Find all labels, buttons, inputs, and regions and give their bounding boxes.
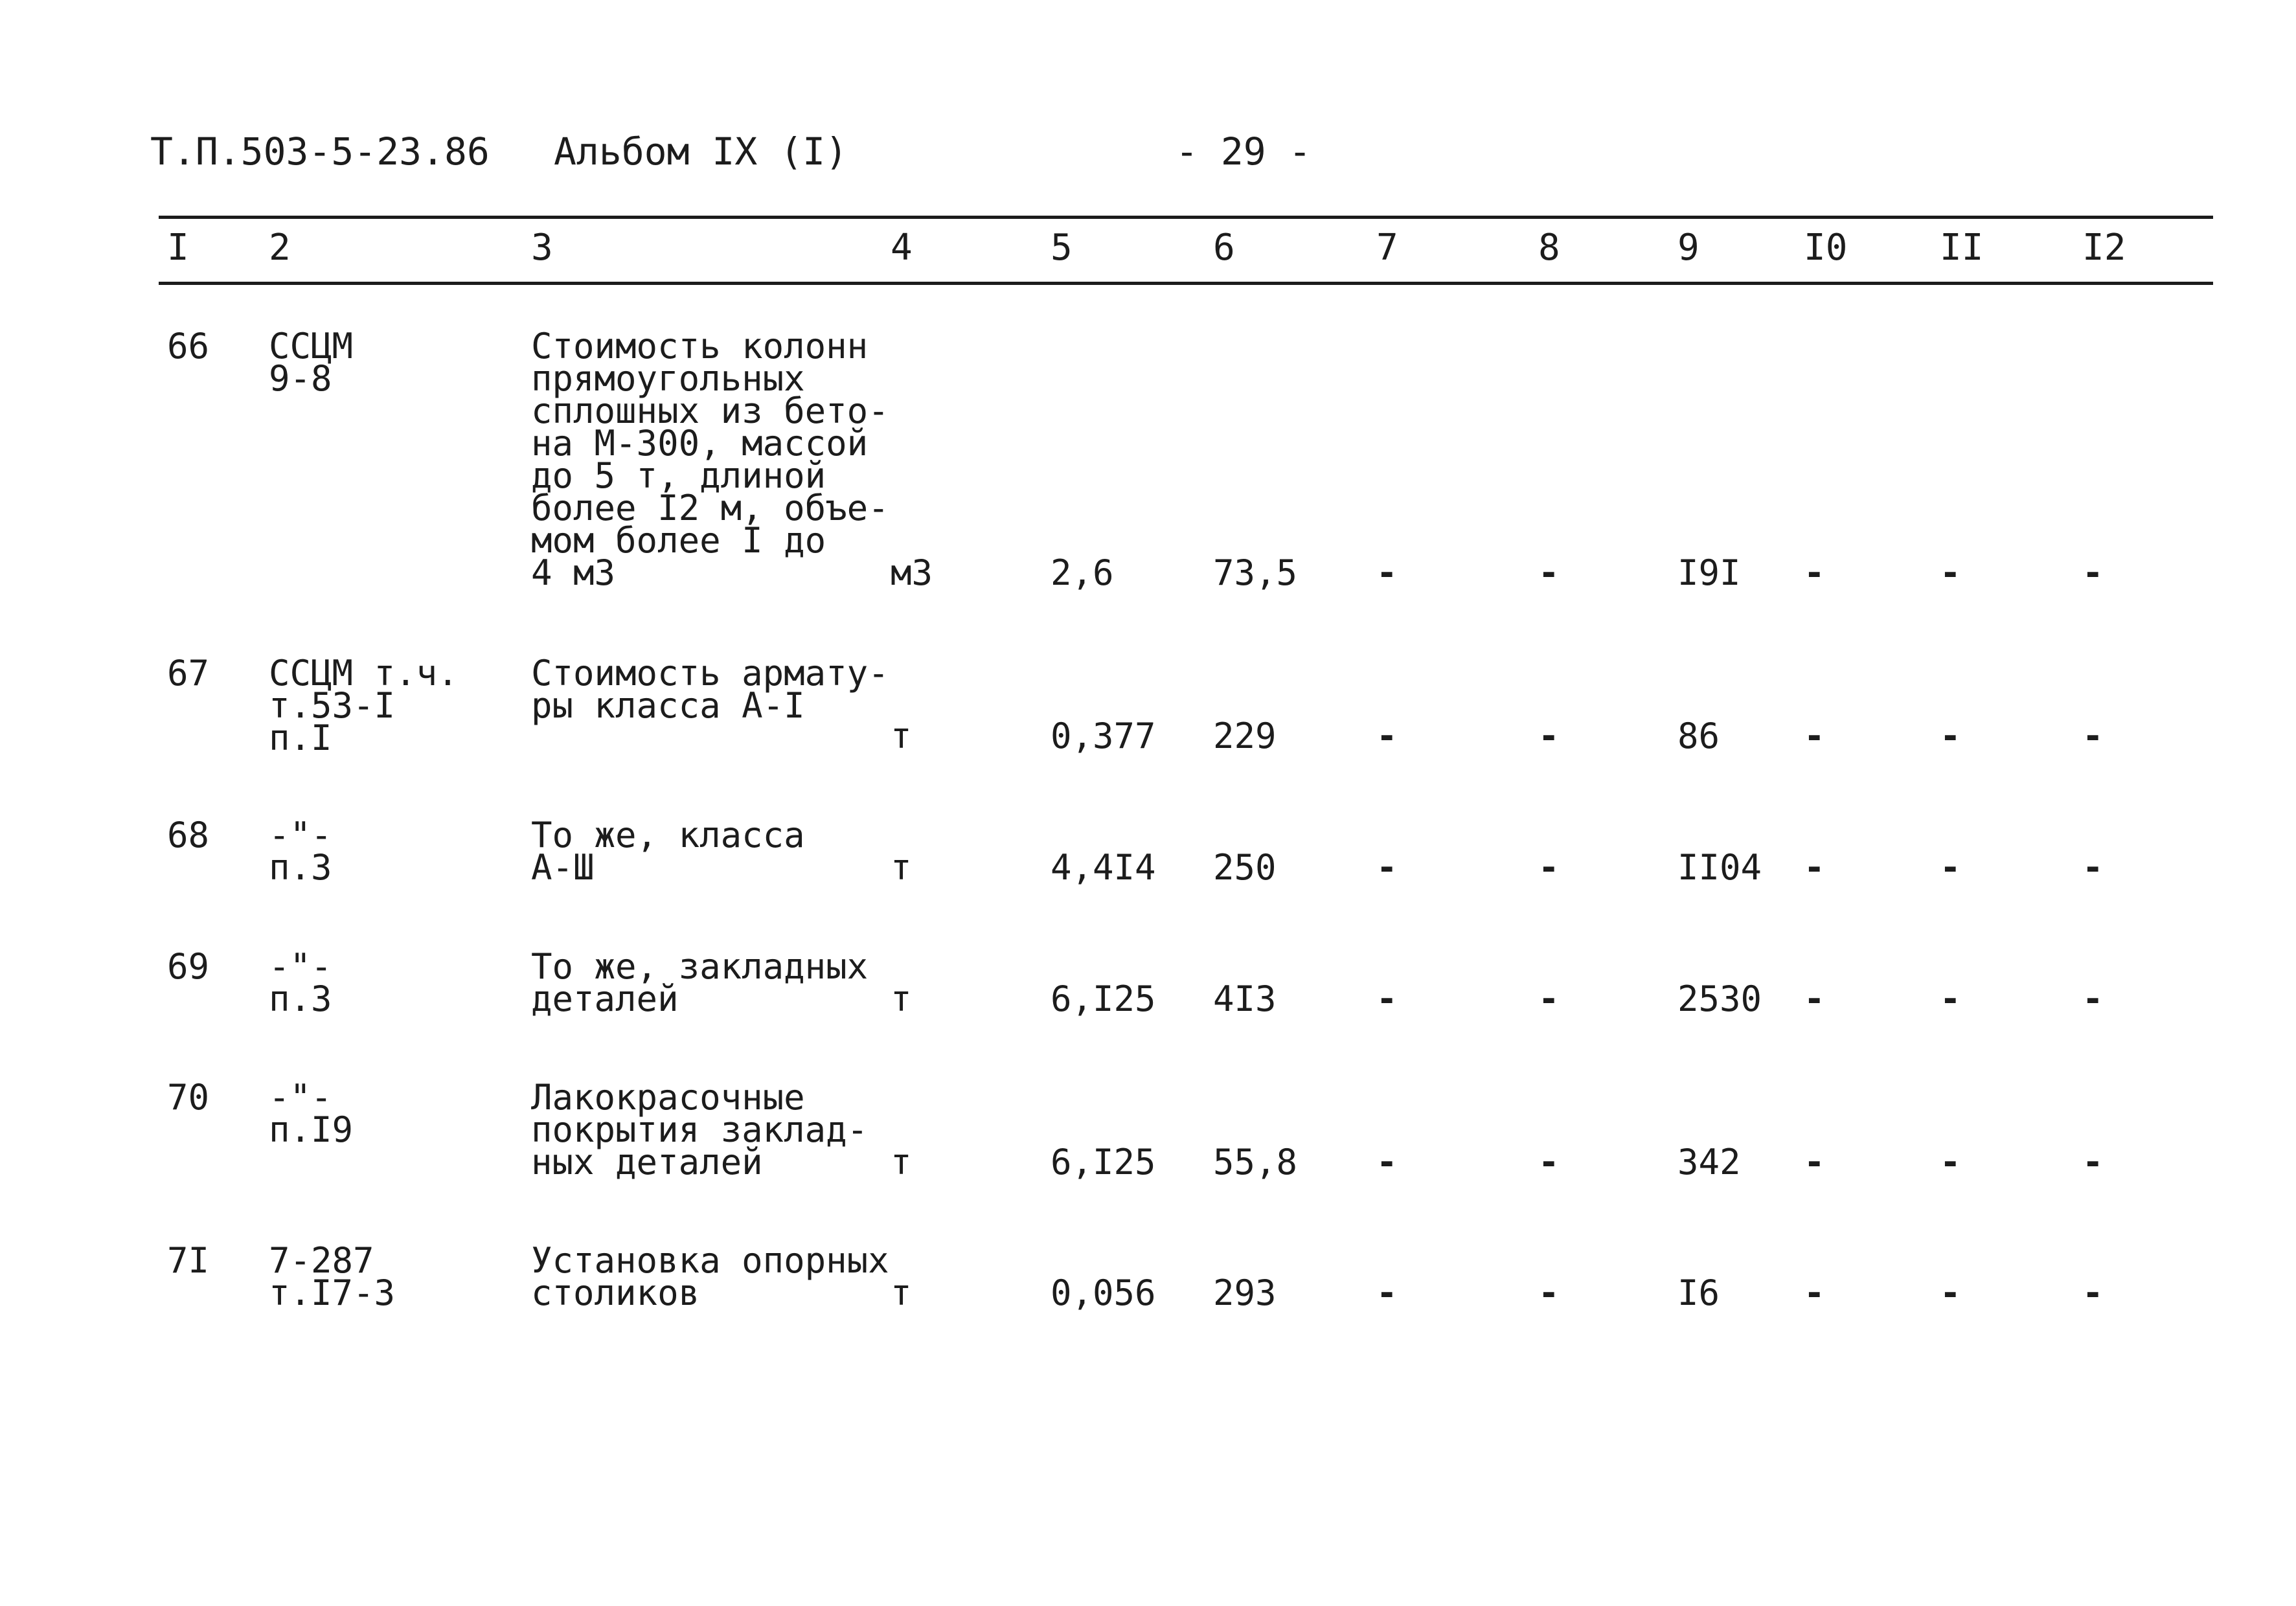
column-header-12: I2 [2082,227,2126,269]
unit: т [891,716,912,756]
row-number: 7I [167,1240,210,1281]
col7-value: - [1376,716,1398,756]
unit-price: 4I3 [1213,978,1277,1019]
col8-value: - [1538,552,1560,593]
norm-code: 7-287 т.I7-3 [269,1240,396,1313]
quantity: 0,056 [1051,1272,1156,1313]
col12-value: - [2082,716,2104,756]
norm-code: -"- п.3 [269,946,332,1019]
column-header-1: I [167,227,189,269]
unit-price: 55,8 [1213,1142,1298,1182]
col11-value: - [1940,1272,1961,1313]
unit: т [891,1272,912,1313]
col8-value: - [1538,847,1560,888]
row-number: 68 [167,815,210,855]
total-cost: 2530 [1677,978,1762,1019]
col12-value: - [2082,847,2104,888]
col12-value: - [2082,978,2104,1019]
col11-value: - [1940,552,1961,593]
column-header-11: II [1940,227,1984,269]
norm-code: ССЦМ 9-8 [269,326,354,399]
unit: т [891,847,912,888]
col12-value: - [2082,552,2104,593]
unit-price: 73,5 [1213,552,1298,593]
row-number: 66 [167,326,210,367]
column-header-8: 8 [1538,227,1560,269]
unit-price: 229 [1213,716,1277,756]
col7-value: - [1376,1272,1398,1313]
col10-value: - [1804,716,1825,756]
unit: т [891,978,912,1019]
row-number: 67 [167,653,210,694]
quantity: 6,I25 [1051,1142,1156,1182]
column-header-4: 4 [891,227,913,269]
col12-value: - [2082,1142,2104,1182]
col8-value: - [1538,1272,1560,1313]
norm-code: -"- п.3 [269,815,332,888]
table-top-rule [159,216,2213,219]
col10-value: - [1804,1142,1825,1182]
unit-price: 293 [1213,1272,1277,1313]
column-header-6: 6 [1213,227,1235,269]
column-header-5: 5 [1051,227,1073,269]
page-number: - 29 - [1176,130,1312,174]
total-cost: I6 [1677,1272,1720,1313]
norm-code: ССЦМ т.ч. т.53-I п.I [269,653,459,758]
col11-value: - [1940,716,1961,756]
col8-value: - [1538,978,1560,1019]
col7-value: - [1376,847,1398,888]
col10-value: - [1804,1272,1825,1313]
col8-value: - [1538,1142,1560,1182]
col7-value: - [1376,978,1398,1019]
row-number: 69 [167,946,210,987]
total-cost: II04 [1677,847,1762,888]
total-cost: I9I [1677,552,1741,593]
document-code: Т.П.503-5-23.86 [150,130,490,174]
album-label: Альбом IX (I) [554,130,848,174]
table-header-rule [159,282,2213,285]
unit-price: 250 [1213,847,1277,888]
work-description: То же, закладных деталей [531,946,869,1019]
unit: т [891,1142,912,1182]
col11-value: - [1940,847,1961,888]
quantity: 4,4I4 [1051,847,1156,888]
col10-value: - [1804,552,1825,593]
column-header-9: 9 [1677,227,1699,269]
work-description: Стоимость колонн прямоугольных сплошных из бето- на М-300, массой до 5 т, длиной более I2 м, объе- мом более I до 4 м3 [531,326,889,593]
total-cost: 86 [1677,716,1720,756]
column-header-10: I0 [1804,227,1848,269]
unit: м3 [891,552,933,593]
quantity: 6,I25 [1051,978,1156,1019]
col8-value: - [1538,716,1560,756]
work-description: Стоимость армату- ры класса А-I [531,653,889,726]
quantity: 0,377 [1051,716,1156,756]
column-header-2: 2 [269,227,291,269]
work-description: Установка опорных столиков [531,1240,889,1313]
row-number: 70 [167,1077,210,1118]
work-description: То же, класса А-Ш [531,815,805,888]
col7-value: - [1376,552,1398,593]
total-cost: 342 [1677,1142,1741,1182]
col10-value: - [1804,978,1825,1019]
col11-value: - [1940,1142,1961,1182]
quantity: 2,6 [1051,552,1114,593]
col7-value: - [1376,1142,1398,1182]
column-header-3: 3 [531,227,553,269]
col11-value: - [1940,978,1961,1019]
col10-value: - [1804,847,1825,888]
col12-value: - [2082,1272,2104,1313]
work-description: Лакокрасочные покрытия заклад- ных деталей [531,1077,869,1182]
norm-code: -"- п.I9 [269,1077,354,1150]
column-header-7: 7 [1376,227,1398,269]
